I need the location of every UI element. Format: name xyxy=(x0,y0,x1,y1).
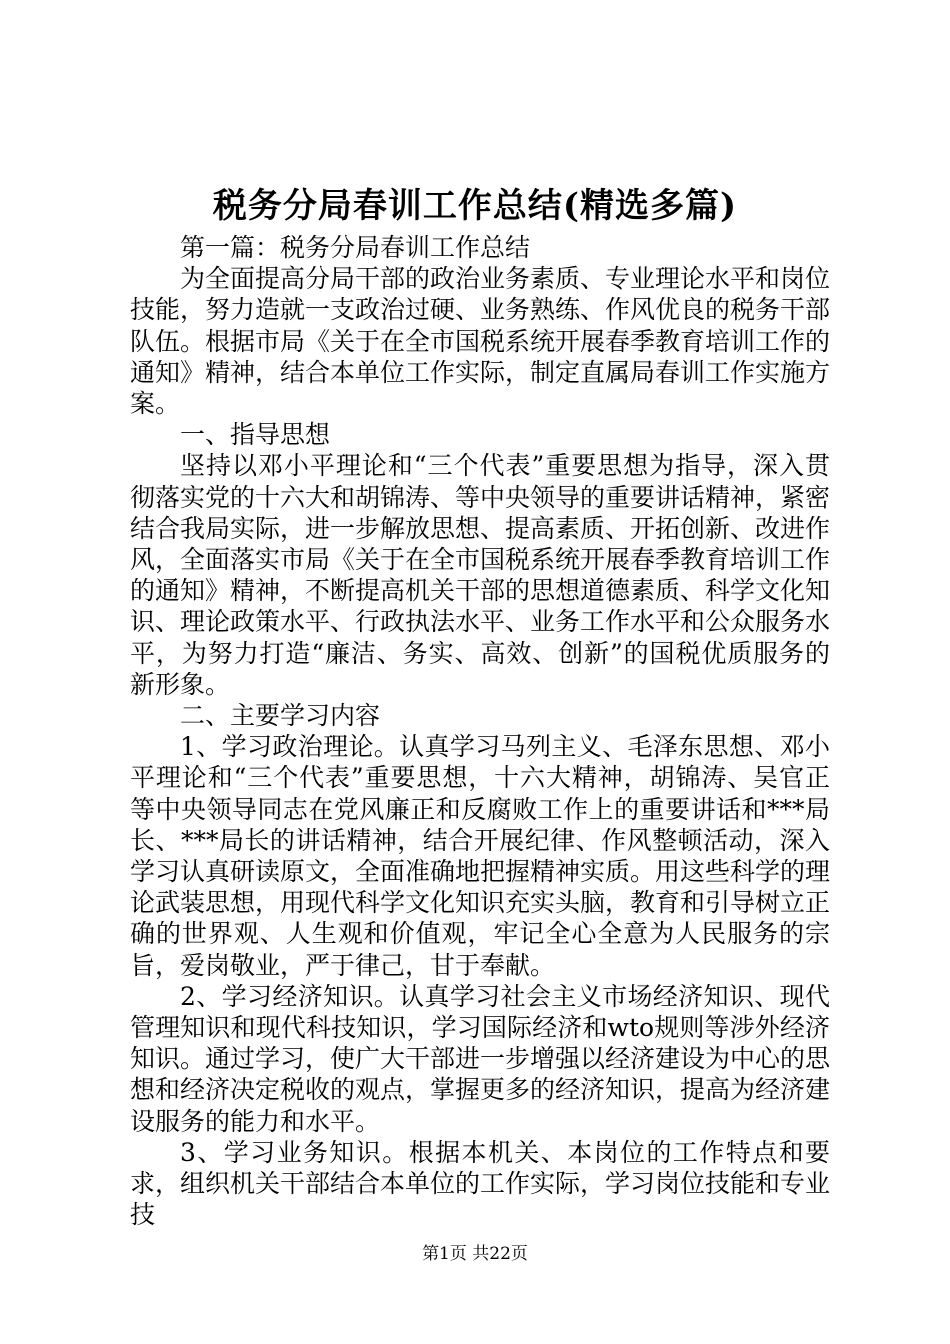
paragraph: 为全面提高分局干部的政治业务素质、专业理论水平和岗位技能，努力造就一支政治过硬、业务熟练、作风优良的税务干部队伍。根据市局《关于在全市国税系统开展春季教育培训工作的通知》精神，结合本单位工作实际，制定直属局春训工作实施方案。 xyxy=(130,264,831,419)
paragraph: 2、学习经济知识。认真学习社会主义市场经济知识、现代管理知识和现代科技知识，学习国际经济和wto规则等涉外经济知识。通过学习，使广大干部进一步增强以经济建设为中心的思想和经济决定税收的观点，掌握更多的经济知识，提高为经济建设服务的能力和水平。 xyxy=(130,981,831,1136)
section-heading: 第一篇：税务分局春训工作总结 xyxy=(180,233,531,262)
page-number-footer: 第1页 共22页 xyxy=(422,1244,528,1264)
paragraph: 3、学习业务知识。根据本机关、本岗位的工作特点和要求，组织机关干部结合本单位的工作实际，学习岗位技能和专业技 xyxy=(130,1137,831,1230)
paragraph: 坚持以邓小平理论和“三个代表”重要思想为指导，深入贯彻落实党的十六大和胡锦涛、等中央领导的重要讲话精神，紧密结合我局实际，进一步解放思想、提高素质、开拓创新、改进作风，全面落实市局《关于在全市国税系统开展春季教育培训工作的通知》精神，不断提高机关干部的思想道德素质、科学文化知识、理论政策水平、行政执法水平、业务工作水平和公众服务水平，为努力打造“廉洁、务实、高效、创新”的国税优质服务的新形象。 xyxy=(130,451,831,699)
section-heading: 二、主要学习内容 xyxy=(180,701,381,731)
document-body xyxy=(130,232,830,1231)
paragraph: 1、学习政治理论。认真学习马列主义、毛泽东思想、邓小平理论和“三个代表”重要思想，十六大精神，胡锦涛、吴官正等中央领导同志在党风廉正和反腐败工作上的重要讲话和***局长、***局长的讲话精神，结合开展纪律、作风整顿活动，深入学习认真研读原文，全面准确地把握精神实质。用这些科学的理论武装思想，用现代科学文化知识充实头脑，教育和引导树立正确的世界观、人生观和价值观，牢记全心全意为人民服务的宗旨，爱岗敬业，严于律己，甘于奉献。 xyxy=(130,732,831,980)
section-heading: 一、指导思想 xyxy=(180,420,331,450)
document-title: 税务分局春训工作总结(精选多篇) xyxy=(212,186,738,226)
